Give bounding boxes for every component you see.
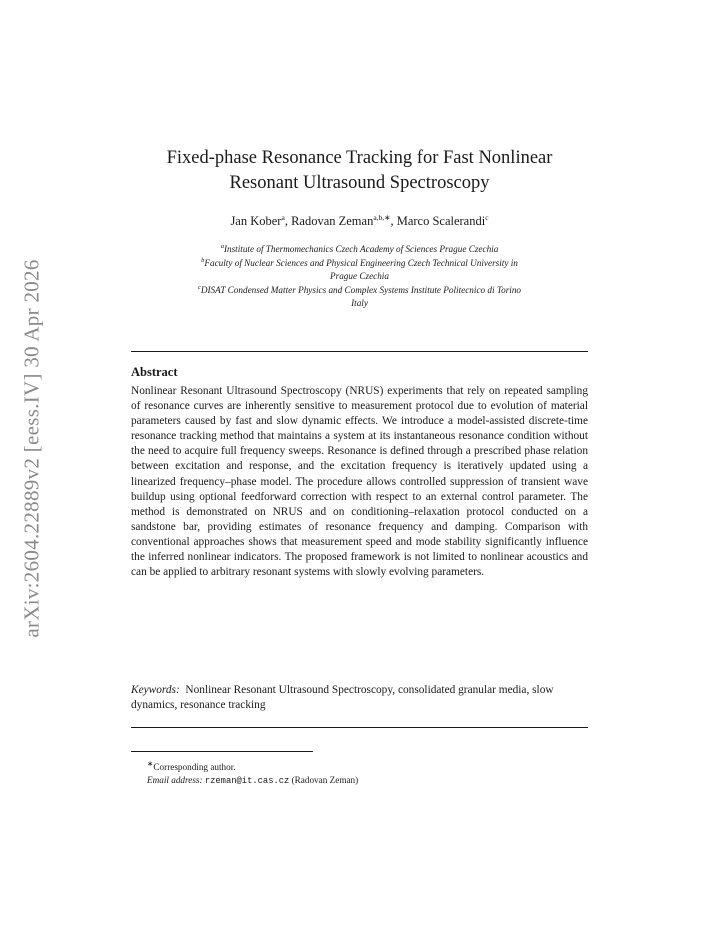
abstract-top-rule [131,351,588,352]
title-line-2: Resonant Ultrasound Spectroscopy [229,173,490,193]
affiliation-c-line-2: Italy [351,297,368,308]
footnote-corresponding: ∗Corresponding author. [147,759,236,773]
footnote-email: Email address: rzeman@it.cas.cz (Radovan Zeman) [147,775,359,787]
abstract-body: Nonlinear Resonant Ultrasound Spectroscopy (NRUS) experiments that rely on repeated sampling of resonance curves are inherently sensitive to measurement protocol due to evolution of material parameters caused by fast and slow dynamic effects. We introduce a model-assisted discrete-time resonance tracking method that maintains a system at its instantaneous resonance condition without the need to acquire full frequency sweeps. Resonance is defined through a prescribed phase relation between excitation and response, and the excitation frequency is iteratively updated using a linearized frequency–phase model. The procedure allows controlled suppression of transient wave buildup using optional feedforward correction with respect to an external control parameter. The method is demonstrated on NRUS and on conditioning–relaxation protocol conducted on a sandstone bar, providing estimates of resonance frequency and damping. Comparison with conventional approaches shows that measurement speed and mode stability significantly influence the inferred nonlinear indicators. The proposed framework is not limited to nonlinear acoustics and can be applied to arbitrary resonant systems with slowly evolving parameters. [131,385,588,579]
author-affiliation-mark: a,b,∗ [373,213,391,222]
affiliation-list [131,241,588,309]
footnote-rule [131,751,313,752]
keywords [131,683,588,713]
footnote [147,757,358,788]
email-address: rzeman@it.cas.cz [204,776,290,787]
abstract-heading: Abstract [131,365,178,379]
author-affiliation-mark: a [281,213,285,222]
arxiv-identifier: arXiv:2604.22889v2 [eess.IV] 30 Apr 2026 [19,258,44,638]
keywords-text: Nonlinear Resonant Ultrasound Spectroscopy, consolidated granular media, slow dynamics, resonance tracking [131,684,554,712]
author-name: Jan Kober [230,214,282,229]
affiliation-b: $^b$Faculty of Nuclear Sciences and Physical Engineering Czech Technical University in [201,257,518,269]
keywords-label: Keywords: [131,684,180,696]
title-line-1: Fixed-phase Resonance Tracking for Fast Nonlinear [166,148,553,168]
affiliation-b-line-2: Prague Czechia [330,270,389,281]
author-separator: , [390,214,397,229]
arxiv-stamp [12,238,52,658]
abstract-bottom-rule [131,727,588,728]
affiliation-a: $^a$Institute of Thermomechanics Czech Academy of Sciences Prague Czechia [220,243,499,255]
paper-title [131,146,588,196]
author-separator: , [284,214,292,229]
author-name: Radovan Zeman [291,214,374,229]
author-affiliation-mark: c [485,213,489,222]
author-list [131,213,588,229]
affiliation-c: $^c$DISAT Condensed Matter Physics and Complex Systems Institute Politecnico di Torino [197,284,522,296]
author-name: Marco Scalerandi [396,214,486,229]
